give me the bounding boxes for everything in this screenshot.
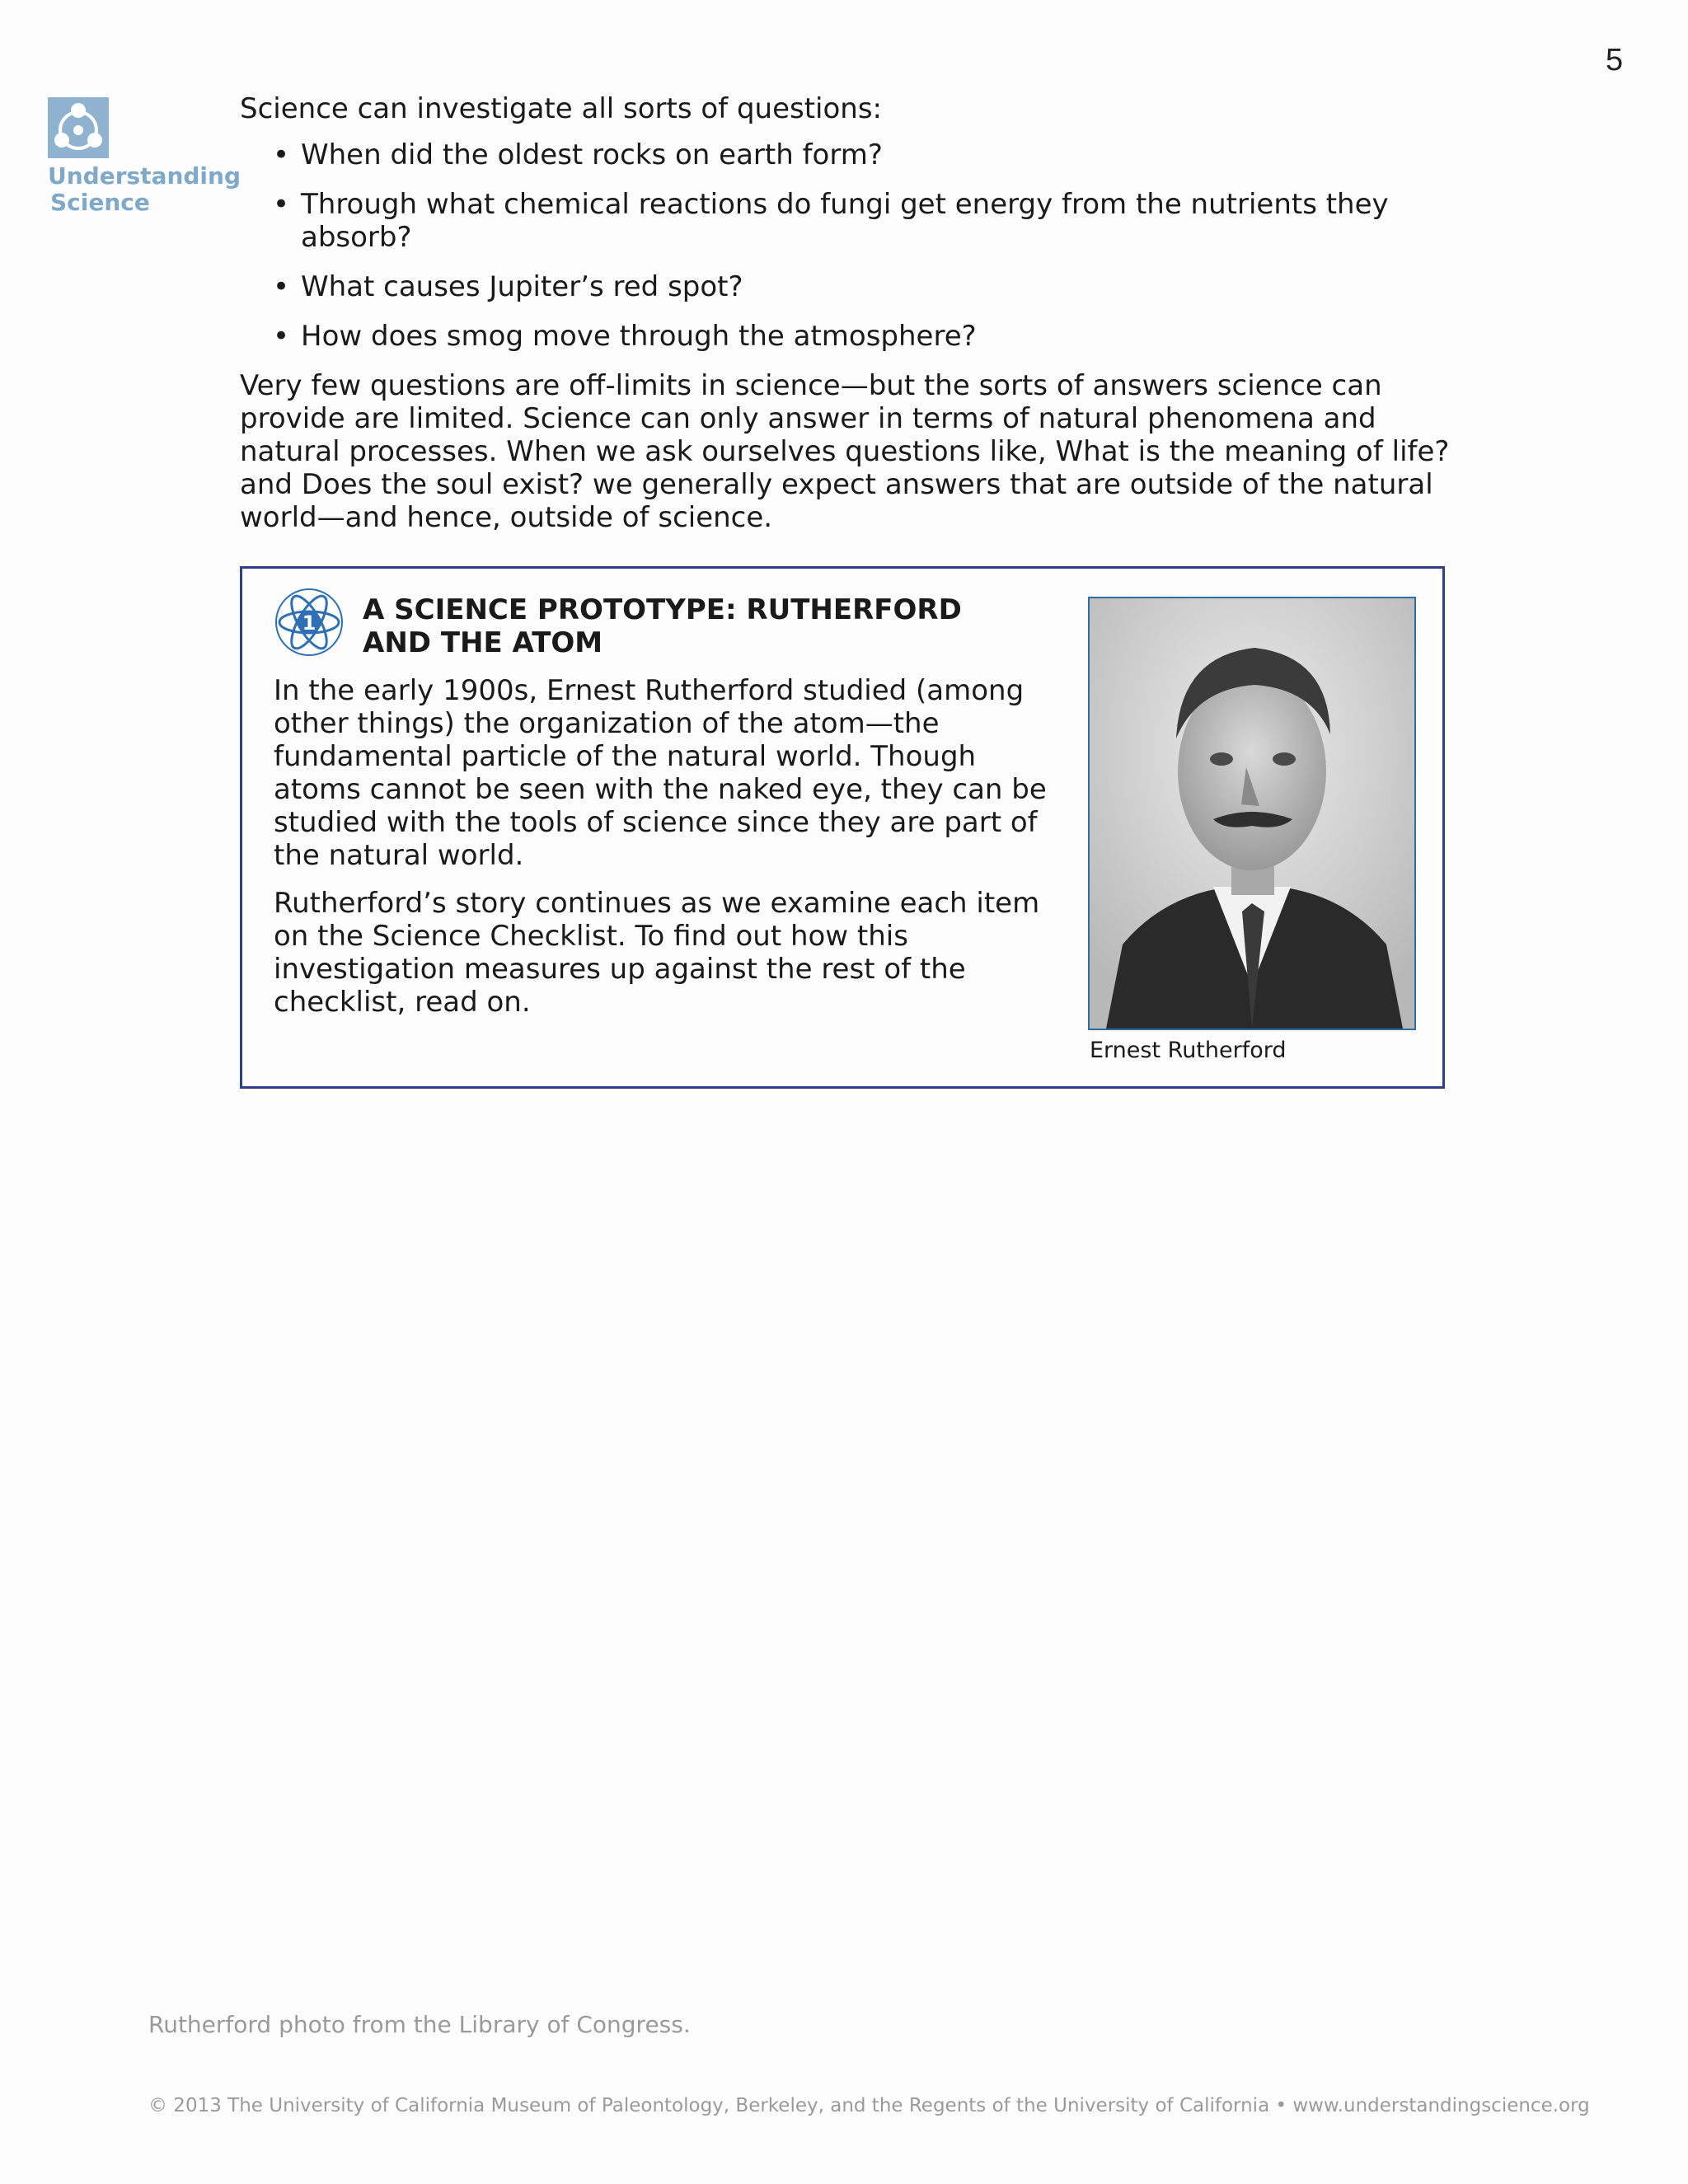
logo bbox=[48, 97, 241, 216]
svg-text:1: 1 bbox=[302, 612, 316, 635]
question-text: How does smog move through the atmosphere? bbox=[301, 320, 977, 353]
portrait-image bbox=[1090, 598, 1414, 1029]
box-paragraph: Rutherford’s story continues as we examine each item on the Science Checklist. To find out how this investigation measures up against the rest of the checklist, read on. bbox=[274, 887, 1040, 1019]
understanding-science-logo-icon bbox=[48, 97, 109, 158]
photo-caption: Ernest Rutherford bbox=[1090, 1038, 1287, 1063]
list-item bbox=[240, 138, 1451, 171]
question-list bbox=[240, 138, 1451, 353]
intro-text: Science can investigate all sorts of questions: bbox=[240, 92, 883, 125]
bullet: • bbox=[273, 320, 290, 353]
photo-credit: Rutherford photo from the Library of Congress. bbox=[148, 2011, 691, 2038]
main-content bbox=[240, 92, 1451, 534]
bullet: • bbox=[273, 138, 290, 171]
bullet: • bbox=[273, 188, 290, 221]
list-item bbox=[240, 270, 1451, 303]
body-paragraph: Very few questions are off-limits in science—but the sorts of answers science can provide are limited. Science can only answer in terms of natural phenomena and natural processes. When we ask ourselves questions like, What is the meaning of life? and Does the soul exist? we generally expect answers that are outside of the natural world—and hence, outside of science. bbox=[240, 369, 1450, 534]
bullet: • bbox=[273, 270, 290, 303]
atom-icon bbox=[274, 587, 345, 658]
box-paragraph: In the early 1900s, Ernest Rutherford studied (among other things) the organization of the atom—the fundamental particle of the natural world. Though atoms cannot be seen with the naked eye, they can be studied with the tools of science since they are part of the natural world. bbox=[274, 674, 1047, 872]
list-item bbox=[240, 320, 1451, 353]
list-item bbox=[240, 188, 1451, 254]
box-body bbox=[274, 674, 1065, 1033]
rutherford-portrait bbox=[1088, 597, 1416, 1030]
question-text: What causes Jupiter’s red spot? bbox=[301, 270, 743, 303]
question-text: Through what chemical reactions do fungi get energy from the nutrients they absorb? bbox=[301, 188, 1389, 254]
page-number: 5 bbox=[1606, 43, 1624, 77]
question-text: When did the oldest rocks on earth form? bbox=[301, 138, 883, 171]
prototype-callout-box bbox=[240, 566, 1445, 1089]
box-title: A SCIENCE PROTOTYPE: RUTHERFORD AND THE ATOM bbox=[363, 593, 962, 659]
logo-line-2: Science bbox=[50, 189, 150, 216]
logo-line-1: Understanding bbox=[48, 162, 241, 190]
logo-wordmark bbox=[48, 162, 241, 216]
copyright-footer: © 2013 The University of California Museum of Paleontology, Berkeley, and the Regents of the University of California • www.understandingscience.org bbox=[148, 2095, 1590, 2116]
